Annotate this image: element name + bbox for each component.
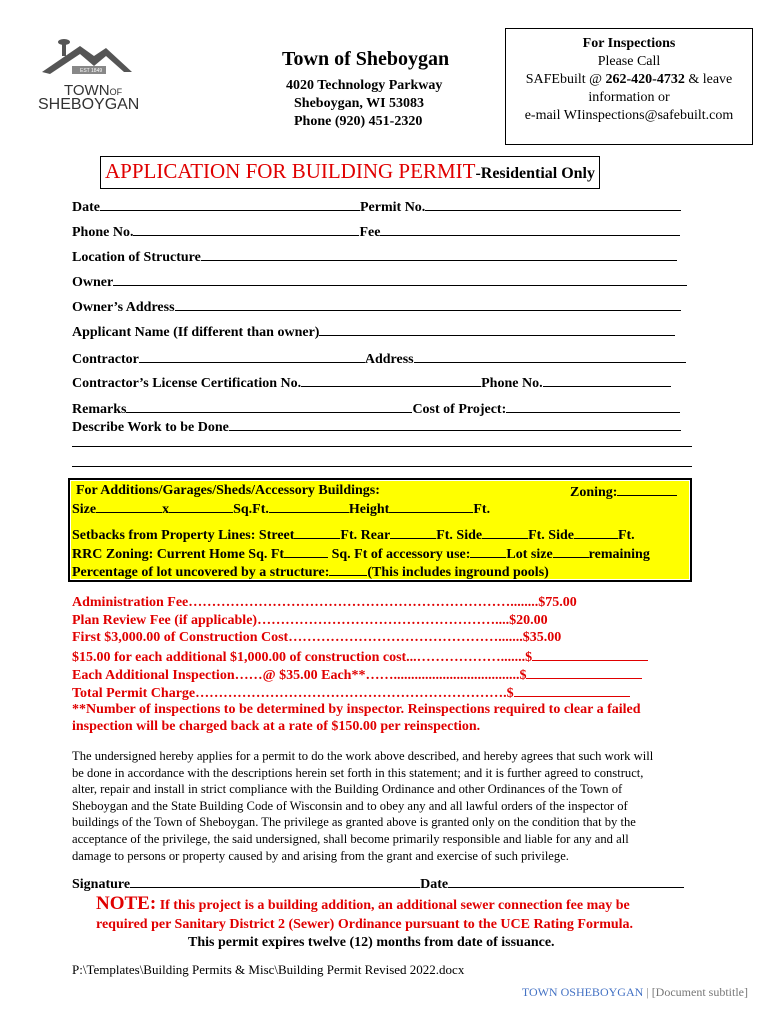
location-field[interactable] (201, 248, 677, 261)
cost-field[interactable] (506, 400, 680, 413)
setbacks-row: Setbacks from Property Lines: Street Ft. Rear Ft. Side Ft. Side Ft. (72, 528, 635, 543)
describe-row: Describe Work to be Done (72, 418, 681, 436)
setback-street-field[interactable] (294, 526, 340, 539)
zoning-field[interactable] (617, 483, 677, 496)
contractor-row: Contractor Address (72, 350, 686, 368)
date-permit-row: Date Permit No. (72, 198, 681, 216)
total-fee-field[interactable] (514, 684, 630, 697)
contractor-phone-field[interactable] (543, 374, 671, 387)
accessory-sqft-field[interactable] (470, 545, 506, 558)
signature-field[interactable] (130, 875, 420, 888)
describe-field[interactable] (229, 418, 681, 431)
town-title: Town of Sheboygan (282, 48, 450, 70)
remarks-row: Remarks Cost of Project: (72, 400, 680, 418)
permit-no-field[interactable] (425, 198, 681, 211)
describe-line-3[interactable] (72, 466, 692, 467)
applicant-field[interactable] (319, 323, 675, 336)
location-row: Location of Structure (72, 248, 677, 266)
owners-address-row: Owner’s Address (72, 298, 681, 316)
phone-line: Phone (920) 451-2320 (294, 114, 423, 129)
fee-field[interactable] (380, 223, 680, 236)
owners-address-field[interactable] (175, 298, 681, 311)
additional-fee-field[interactable] (532, 648, 648, 661)
accessory-heading: For Additions/Garages/Sheds/Accessory Buildings: (76, 483, 380, 498)
inspections-line-3: information or (588, 90, 670, 105)
phone-fee-row: Phone No. Fee (72, 223, 680, 241)
logo-sign-text: EST 1849 (80, 68, 103, 74)
signature-date-field[interactable] (448, 875, 684, 888)
address-line-1: 4020 Technology Parkway (286, 78, 443, 93)
percentage-row: Percentage of lot uncovered by a structure: (This includes inground pools) (72, 565, 549, 580)
height-field[interactable] (389, 500, 473, 513)
home-sqft-field[interactable] (284, 545, 328, 558)
inspection-note-2: inspection will be charged back at a rate of $150.00 per reinspection. (72, 719, 481, 734)
remarks-field[interactable] (126, 400, 412, 413)
house-logo-icon (36, 38, 136, 88)
setback-side2-field[interactable] (574, 526, 618, 539)
percentage-field[interactable] (329, 563, 367, 576)
applicant-row: Applicant Name (If different than owner) (72, 323, 675, 341)
address-line-2: Sheboygan, WI 53083 (294, 96, 425, 111)
owner-row: Owner (72, 273, 687, 291)
contractor-address-field[interactable] (414, 350, 686, 363)
inspection-note-1: **Number of inspections to be determined by inspector. Reinspections required to clear a failed (72, 702, 641, 717)
setback-side1-field[interactable] (482, 526, 528, 539)
fee-total-row: Total Permit Charge………………………………………………………….$ (72, 684, 630, 702)
town-header (278, 48, 449, 131)
license-field[interactable] (301, 374, 481, 387)
file-path: P:\Templates\Building Permits & Misc\Building Permit Revised 2022.docx (72, 962, 465, 977)
fee-admin: Administration Fee……………………………………………………………........$75.00 (72, 595, 577, 610)
phone-no-field[interactable] (133, 223, 359, 236)
fee-additional-row: $15.00 for each additional $1,000.00 of construction cost...……………….......$ (72, 648, 648, 666)
inspections-line-1: Please Call (597, 54, 661, 69)
inspections-box (505, 28, 753, 145)
footer-right: TOWN OSHEBOYGAN | [Document subtitle] (521, 985, 748, 999)
sqft-field[interactable] (269, 500, 349, 513)
size-width-field[interactable] (96, 500, 162, 513)
fee-first-3000: First $3,000.00 of Construction Cost……………………………………….......$35.00 (72, 630, 562, 645)
rrc-row: RRC Zoning: Current Home Sq. Ft Sq. Ft of accessory use: Lot size remaining (72, 547, 650, 562)
contractor-field[interactable] (139, 350, 365, 363)
size-row: Size x Sq.Ft. Height Ft. (72, 502, 491, 517)
signature-row: Signature Date (72, 875, 684, 893)
inspections-email: e-mail WIinspections@safebuilt.com (524, 108, 734, 123)
town-logo (36, 38, 140, 114)
date-field[interactable] (100, 198, 360, 211)
note-line-1: NOTE: If this project is a building addition, an additional sewer connection fee may be (96, 893, 630, 914)
owner-field[interactable] (113, 273, 687, 286)
setback-rear-field[interactable] (390, 526, 436, 539)
license-row: Contractor’s License Certification No. Phone No. (72, 374, 671, 392)
logo-town-word: TOWNOF (64, 82, 123, 99)
lot-size-field[interactable] (553, 545, 589, 558)
describe-line-2[interactable] (72, 446, 692, 447)
agreement-paragraph: The undersigned hereby applies for a permit to do the work above described, and hereby agrees that such work will be done in accordance with the descriptions herein set forth in this statement; and it is further agreed to construct, alter, repair and install in strict compliance with the Building Ordinance and other Ordinances of the Town of Sheboygan and the State Building Code of Wisconsin and to obey any and all lawful orders of the inspector of buildings of the Town of Sheboygan. The privilege as granted above is granted only on the condition that by the acceptance of the privilege, the said undersigned, shall become primarily responsible and liable for any and all damage to persons or property caused by and arising from the grant and exercise of such privilege. (72, 749, 654, 863)
note-line-2: required per Sanitary District 2 (Sewer) Ordinance pursuant to the UCE Rating Formula. (96, 917, 634, 932)
zoning-row: Zoning: (570, 483, 677, 501)
inspections-title: For Inspections (582, 36, 676, 51)
inspections-line-2: SAFEbuilt @ 262-420-4732 & leave (525, 72, 733, 87)
permit-expiry: This permit expires twelve (12) months from date of issuance. (188, 935, 555, 950)
logo-name-word: SHEBOYGAN (38, 96, 140, 113)
application-title: APPLICATION FOR BUILDING PERMIT-Residential Only (100, 156, 600, 189)
fee-inspection-row: Each Additional Inspection……@ $35.00 Each**……....................................$ (72, 666, 642, 684)
inspection-fee-field[interactable] (526, 666, 642, 679)
fee-plan-review: Plan Review Fee (if applicable)……………………………………………....$20.00 (72, 613, 548, 628)
size-length-field[interactable] (169, 500, 233, 513)
